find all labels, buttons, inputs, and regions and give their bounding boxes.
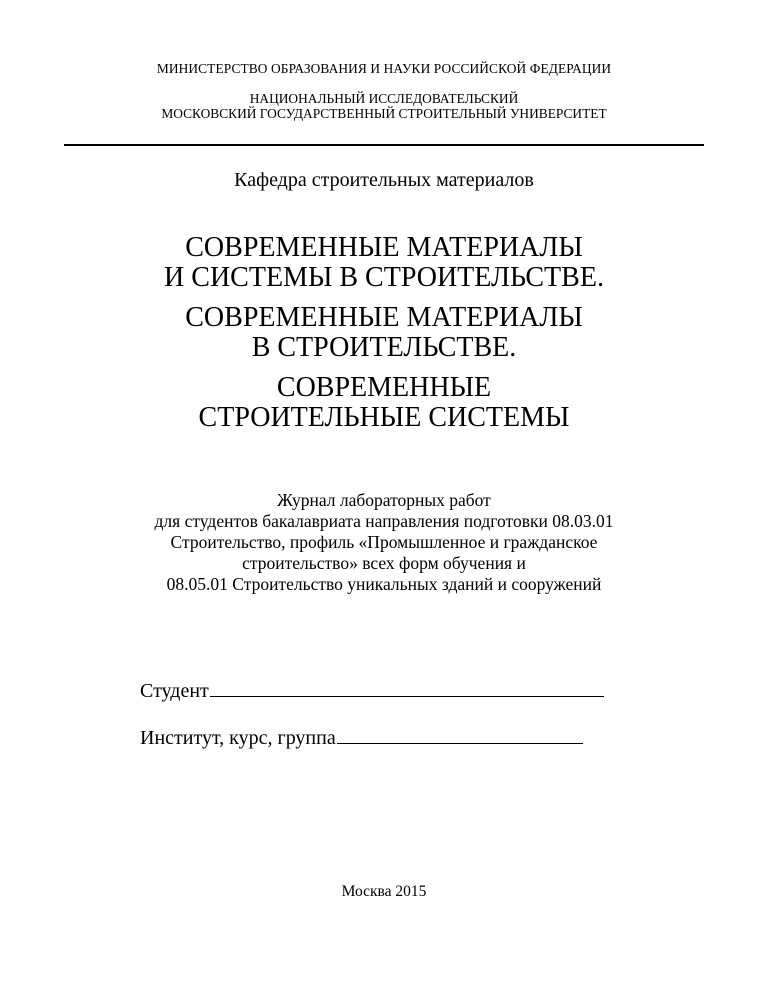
journal-line-4: строительство» всех форм обучения и (242, 553, 526, 573)
ministry-heading: МИНИСТЕРСТВО ОБРАЗОВАНИЯ И НАУКИ РОССИЙСКОЙ ФЕДЕРАЦИИ (156, 61, 612, 76)
student-fill-line (210, 678, 604, 697)
university-line-1: НАЦИОНАЛЬНЫЙ ИССЛЕДОВАТЕЛЬСКИЙ (249, 91, 519, 106)
title-block-2-line-1: СОВРЕМЕННЫЕ МАТЕРИАЛЫ (185, 302, 583, 333)
journal-line-2: для студентов бакалавриата направления подготовки 08.03.01 (154, 511, 614, 531)
journal-line-5: 08.05.01 Строительство уникальных зданий и сооружений (166, 574, 602, 594)
journal-line-1: Журнал лабораторных работ (277, 490, 491, 510)
document-title (0, 233, 768, 443)
institute-fill-line (337, 725, 583, 744)
title-block-3-line-1: СОВРЕМЕННЫЕ (276, 372, 492, 403)
student-label: Студент (140, 680, 209, 702)
header-divider (64, 144, 704, 146)
title-block-2-line-2: В СТРОИТЕЛЬСТВЕ. (251, 332, 517, 363)
title-block-1-line-2: И СИСТЕМЫ В СТРОИТЕЛЬСТВЕ. (164, 262, 604, 293)
student-field (140, 678, 604, 703)
city-year: Москва 2015 (341, 883, 427, 900)
institute-label: Институт, курс, группа (140, 727, 336, 749)
journal-description (0, 490, 768, 595)
title-block-3 (0, 373, 768, 433)
department-name: Кафедра строительных материалов (234, 169, 534, 191)
title-block-1 (0, 233, 768, 293)
journal-line-3: Строительство, профиль «Промышленное и гражданское (170, 532, 598, 552)
title-block-2 (0, 303, 768, 363)
university-line-2: МОСКОВСКИЙ ГОСУДАРСТВЕННЫЙ СТРОИТЕЛЬНЫЙ УНИВЕРСИТЕТ (161, 106, 607, 121)
university-heading (0, 91, 768, 121)
institute-field (140, 725, 583, 750)
title-block-1-line-1: СОВРЕМЕННЫЕ МАТЕРИАЛЫ (185, 232, 583, 263)
title-block-3-line-2: СТРОИТЕЛЬНЫЕ СИСТЕМЫ (198, 402, 570, 433)
